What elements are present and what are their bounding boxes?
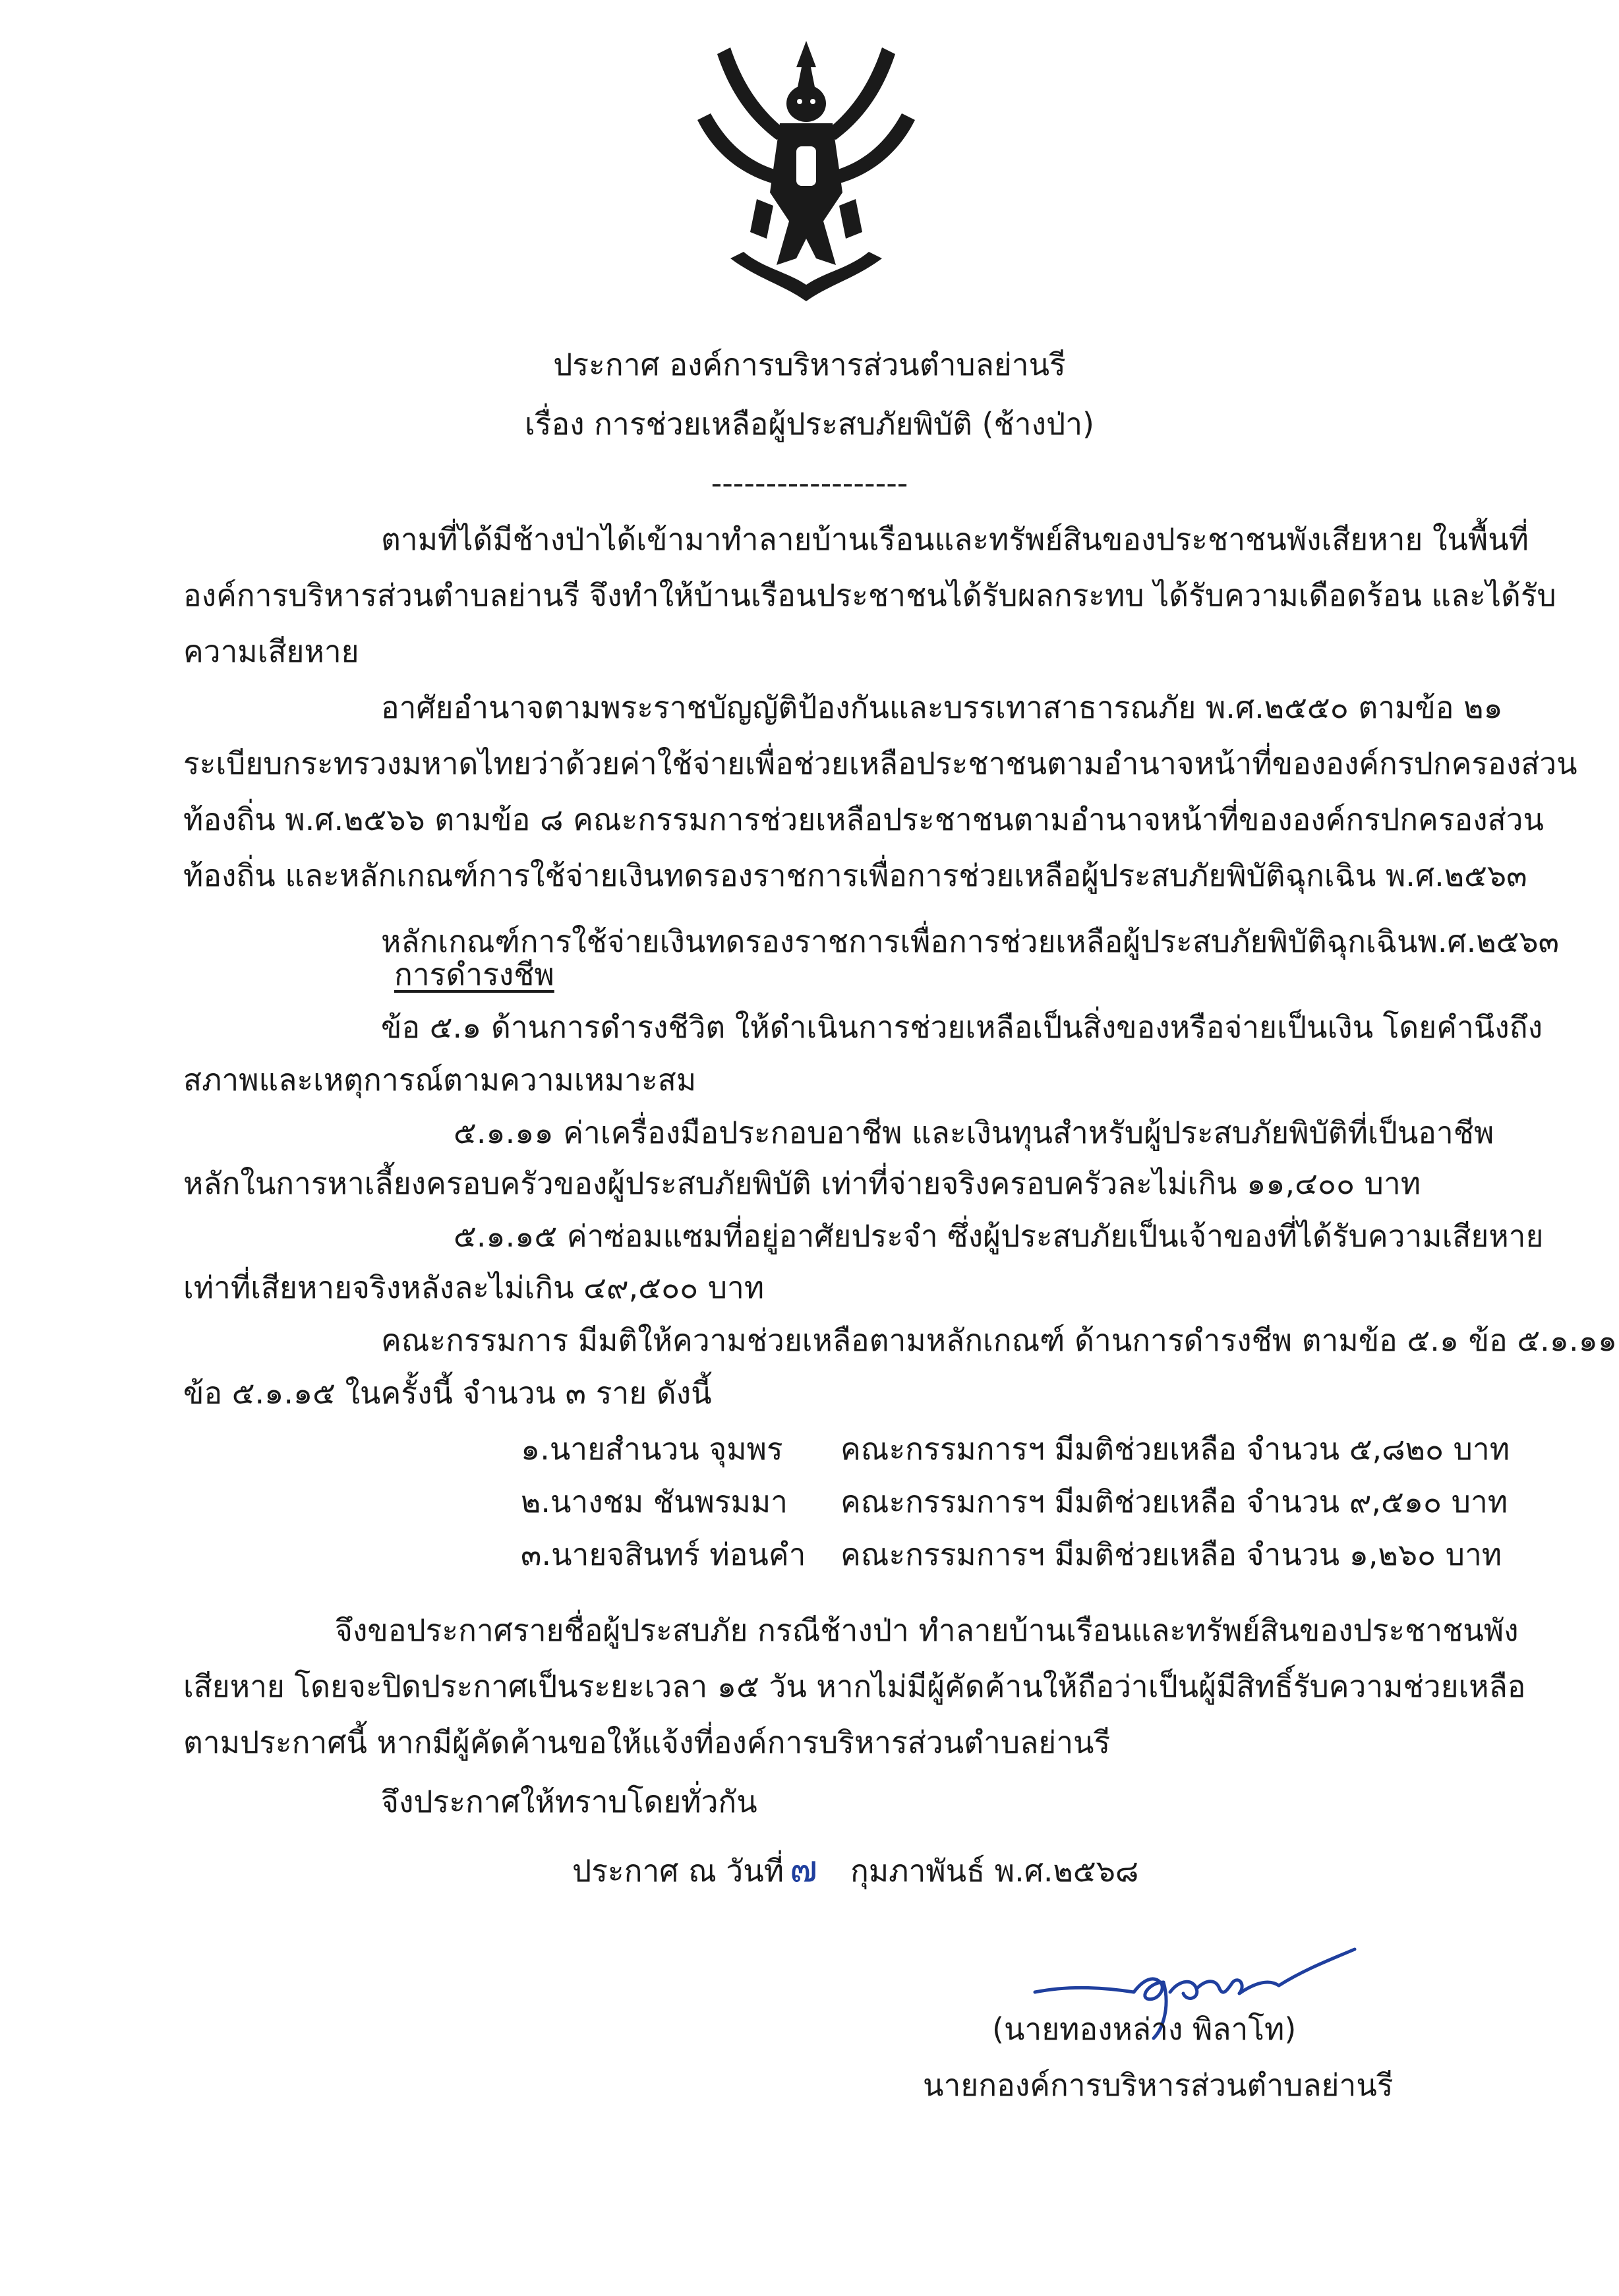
- document-subject: เรื่อง การช่วยเหลือผู้ประสบภัยพิบัติ (ช้างป่า): [525, 406, 1094, 442]
- signatory-name: (นายทองหล่าง พิลาโท): [992, 2011, 1297, 2047]
- body-line: องค์การบริหารส่วนตำบลย่านรี จึงทำให้บ้านเรือนประชาชนได้รับผลกระทบ ได้รับความเดือดร้อน และได้รับ: [183, 577, 1556, 613]
- recipient-name: ๒.นางชม ชันพรมมา: [521, 1484, 788, 1519]
- body-line: ข้อ ๕.๑.๑๕ ในครั้งนี้ จำนวน ๓ ราย ดังนี้: [183, 1375, 712, 1411]
- recipient-decision: คณะกรรมการฯ มีมติช่วยเหลือ จำนวน ๙,๕๑๐ บาท: [840, 1484, 1508, 1519]
- body-line: ท้องถิ่น พ.ศ.๒๕๖๖ ตามข้อ ๘ คณะกรรมการช่วยเหลือประชาชนตามอำนาจหน้าที่ขององค์กรปกครองส่วน: [183, 802, 1544, 837]
- body-line: ตามประกาศนี้ หากมีผู้คัดค้านขอให้แจ้งที่องค์การบริหารส่วนตำบลย่านรี: [183, 1724, 1111, 1760]
- body-line: ๕.๑.๑๕ ค่าซ่อมแซมที่อยู่อาศัยประจำ ซึ่งผู้ประสบภัยเป็นเจ้าของที่ได้รับความเสียหาย: [454, 1218, 1544, 1254]
- date-rest: กุมภาพันธ์ พ.ศ.๒๕๖๘: [850, 1853, 1139, 1889]
- body-line: หลักเกณฑ์การใช้จ่ายเงินทดรองราชการเพื่อการช่วยเหลือผู้ประสบภัยพิบัติฉุกเฉินพ.ศ.๒๕๖๓: [381, 924, 1560, 959]
- body-line: ตามที่ได้มีช้างป่าได้เข้ามาทำลายบ้านเรือนและทรัพย์สินของประชาชนพังเสียหาย ในพื้นที่: [381, 521, 1529, 557]
- body-line: เสียหาย โดยจะปิดประกาศเป็นระยะเวลา ๑๕ วัน หากไม่มีผู้คัดค้านให้ถือว่าเป็นผู้มีสิทธิ์รับความช่วยเหลือ: [183, 1668, 1526, 1704]
- recipient-name: ๓.นายจสินทร์ ท่อนคำ: [521, 1537, 806, 1572]
- body-line: ระเบียบกระทรวงมหาดไทยว่าด้วยค่าใช้จ่ายเพื่อช่วยเหลือประชาชนตามอำนาจหน้าที่ขององค์กรปกครองส่วน: [183, 746, 1577, 781]
- body-line: ข้อ ๕.๑ ด้านการดำรงชีวิต ให้ดำเนินการช่วยเหลือเป็นสิ่งของหรือจ่ายเป็นเงิน โดยคำนึงถึง: [381, 1009, 1543, 1045]
- date-day: ๗: [790, 1848, 818, 1891]
- section-heading: การดำรงชีพ: [394, 957, 554, 992]
- body-line: ๕.๑.๑๑ ค่าเครื่องมือประกอบอาชีพ และเงินทุนสำหรับผู้ประสบภัยพิบัติที่เป็นอาชีพ: [454, 1115, 1494, 1150]
- body-line: จึงประกาศให้ทราบโดยทั่วกัน: [381, 1784, 757, 1819]
- garuda-emblem-icon: [691, 41, 922, 301]
- body-line: คณะกรรมการ มีมติให้ความช่วยเหลือตามหลักเกณฑ์ ด้านการดำรงชีพ ตามข้อ ๕.๑ ข้อ ๕.๑.๑๑: [381, 1322, 1618, 1358]
- body-line: สภาพและเหตุการณ์ตามความเหมาะสม: [183, 1062, 697, 1098]
- recipient-name: ๑.นายสำนวน จุมพร: [521, 1431, 783, 1467]
- body-line: ความเสียหาย: [183, 633, 359, 669]
- divider-line: ------------------: [711, 465, 908, 501]
- body-line: อาศัยอำนาจตามพระราชบัญญัติป้องกันและบรรเทาสาธารณภัย พ.ศ.๒๕๕๐ ตามข้อ ๒๑: [381, 690, 1503, 725]
- date-prefix: ประกาศ ณ วันที่: [572, 1853, 784, 1889]
- document-title: ประกาศ องค์การบริหารส่วนตำบลย่านรี: [553, 347, 1066, 382]
- body-line: หลักในการหาเลี้ยงครอบครัวของผู้ประสบภัยพิบัติ เท่าที่จ่ายจริงครอบครัวละไม่เกิน ๑๑,๔๐๐ บาท: [183, 1165, 1421, 1201]
- body-line: ท้องถิ่น และหลักเกณฑ์การใช้จ่ายเงินทดรองราชการเพื่อการช่วยเหลือผู้ประสบภัยพิบัติฉุกเฉิน พ.ศ.๒๕๖๓: [183, 858, 1527, 893]
- recipient-decision: คณะกรรมการฯ มีมติช่วยเหลือ จำนวน ๑,๒๖๐ บาท: [840, 1537, 1502, 1572]
- body-line: จึงขอประกาศรายชื่อผู้ประสบภัย กรณีช้างป่า ทำลายบ้านเรือนและทรัพย์สินของประชาชนพัง: [335, 1612, 1519, 1648]
- recipient-decision: คณะกรรมการฯ มีมติช่วยเหลือ จำนวน ๕,๘๒๐ บาท: [840, 1431, 1510, 1467]
- body-line: เท่าที่เสียหายจริงหลังละไม่เกิน ๔๙,๕๐๐ บาท: [183, 1270, 765, 1305]
- signatory-position: นายกองค์การบริหารส่วนตำบลย่านรี: [923, 2067, 1394, 2103]
